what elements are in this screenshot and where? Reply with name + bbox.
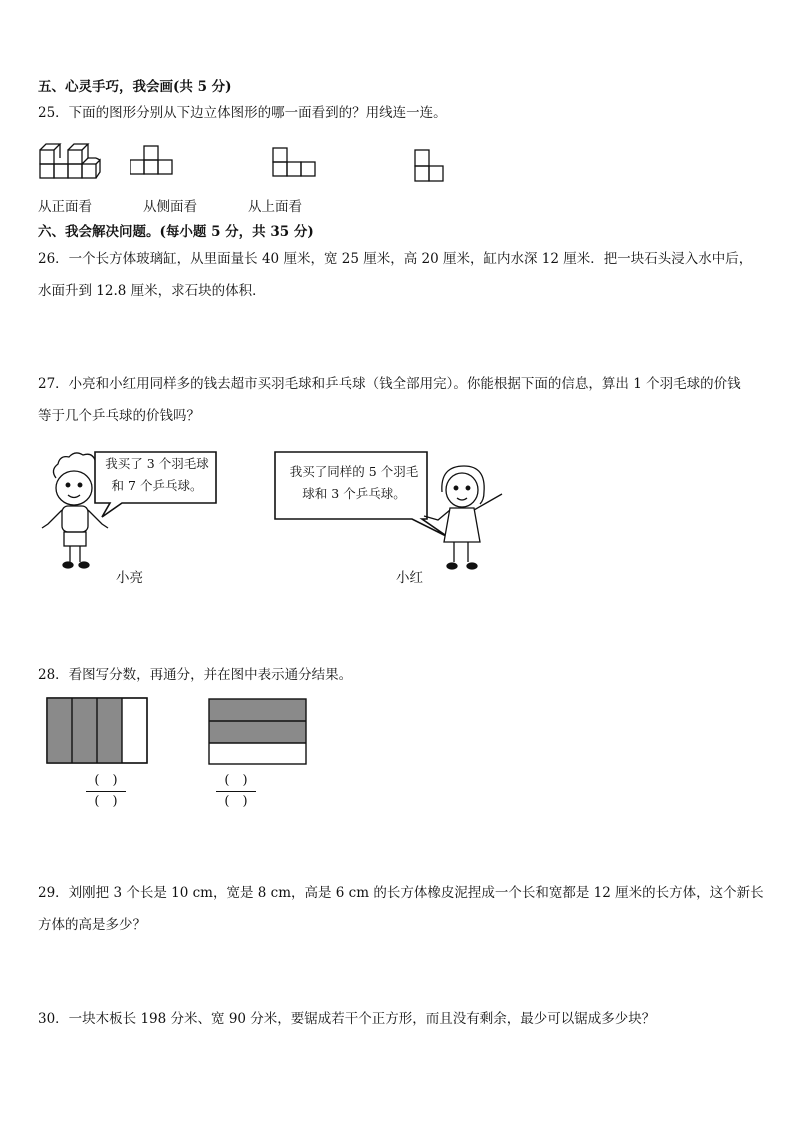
fraction-blank-1[interactable] bbox=[86, 772, 126, 811]
section-six-heading: 六、我会解决问题。(每小题 5 分，共 35 分) bbox=[38, 224, 314, 240]
bubble-right-line-1: 我买了同样的 5 个羽毛 bbox=[289, 464, 419, 479]
fraction-2-numerator: ( ) bbox=[224, 773, 248, 788]
question-29-line-2: 方体的高是多少？ bbox=[38, 917, 146, 933]
fraction-1-denominator: ( ) bbox=[94, 794, 118, 809]
solid-figure bbox=[38, 138, 102, 184]
bubble-left-line-1: 我买了 3 个羽毛球 bbox=[105, 456, 209, 471]
question-25-text: 25．下面的图形分别从下边立体图形的哪一面看到的？用线连一连。 bbox=[38, 105, 447, 121]
question-26-line-2: 水面升到 12.8 厘米，求石块的体积． bbox=[38, 283, 266, 299]
view-shape-side bbox=[130, 144, 174, 178]
view-shape-front bbox=[272, 146, 320, 180]
girl-illustration bbox=[420, 458, 510, 582]
question-28-text: 28．看图写分数，再通分，并在图中表示通分结果。 bbox=[38, 667, 353, 683]
question-27-line-2: 等于几个乒乓球的价钱吗？ bbox=[38, 408, 200, 424]
fraction-bar bbox=[216, 791, 256, 792]
name-xiaoliang: 小亮 bbox=[116, 570, 143, 586]
question-27-line-1: 27．小亮和小红用同样多的钱去超市买羽毛球和乒乓球（钱全部用完）。你能根据下面的信息，算出 1 个羽毛球的价钱 bbox=[38, 376, 741, 392]
fraction-figure-thirds bbox=[208, 698, 308, 766]
section-five-heading: 五、心灵手巧，我会画(共 5 分) bbox=[38, 79, 232, 95]
fraction-1-numerator: ( ) bbox=[94, 773, 118, 788]
bubble-right-line-2: 球和 3 个乒乓球。 bbox=[302, 486, 406, 501]
bubble-left-line-2: 和 7 个乒乓球。 bbox=[111, 478, 203, 493]
question-26-line-1: 26．一个长方体玻璃缸，从里面量长 40 厘米，宽 25 厘米，高 20 厘米，缸内水深 12 厘米．把一块石头浸入水中后， bbox=[38, 251, 753, 267]
fraction-figure-quarters bbox=[46, 697, 150, 765]
question-29-line-1: 29．刘刚把 3 个长是 10 cm，宽是 8 cm，高是 6 cm 的长方体橡皮泥捏成一个长和宽都是 12 厘米的长方体，这个新长 bbox=[38, 885, 764, 901]
question-30-text: 30．一块木板长 198 分米、宽 90 分米，要锯成若干个正方形，而且没有剩余，最少可以锯成多少块？ bbox=[38, 1011, 656, 1027]
fraction-blank-2[interactable] bbox=[216, 772, 256, 811]
fraction-2-denominator: ( ) bbox=[224, 794, 248, 809]
label-side-view: 从侧面看 bbox=[143, 199, 197, 215]
label-front-view: 从正面看 bbox=[38, 199, 92, 215]
fraction-bar bbox=[86, 791, 126, 792]
label-top-view: 从上面看 bbox=[248, 199, 302, 215]
view-shape-top bbox=[414, 148, 446, 184]
name-xiaohong: 小红 bbox=[396, 570, 423, 586]
